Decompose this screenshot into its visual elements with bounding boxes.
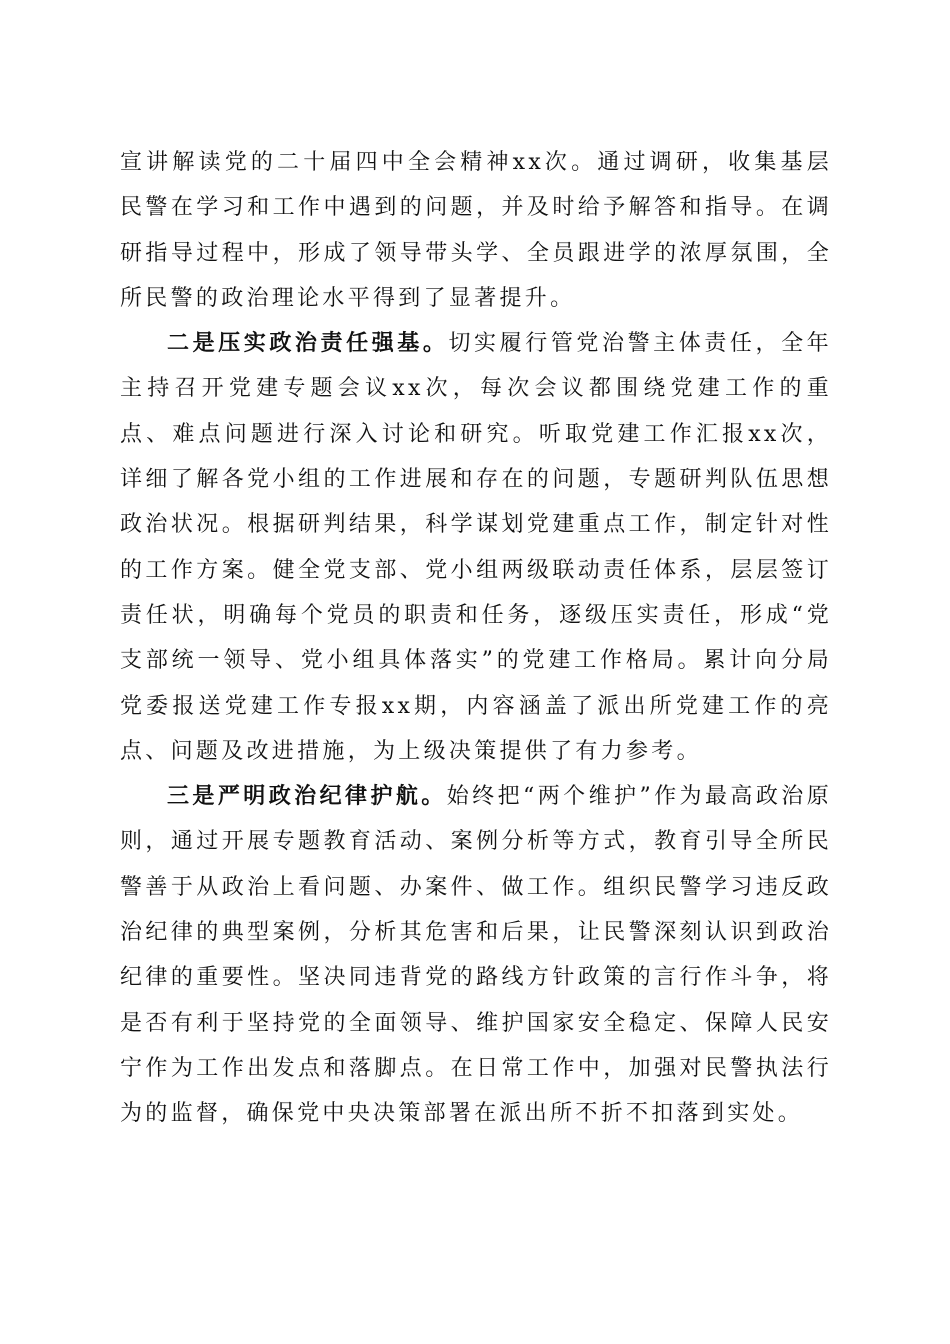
paragraph-1 [120,140,832,321]
paragraph-3-text: 始终把“两个维护”作为最高政治原则，通过开展专题教育活动、案例分析等方式，教育引导全所民警善于从政治上看问题、办案件、做工作。组织民警学习违反政治纪律的典型案例，分析其危害和后果，让民警深刻认识到政治纪律的重要性。坚决同违背党的路线方针政策的言行作斗争，将是否有利于坚持党的全面领导、维护国家安全稳定、保障人民安宁作为工作出发点和落脚点。在日常工作中，加强对民警执法行为的监督，确保党中央决策部署在派出所不折不扣落到实处。 [120,784,833,1127]
paragraph-2-heading: 二是压实政治责任强基。 [167,330,449,357]
paragraph-1-text: 宣讲解读党的二十届四中全会精神xx次。通过调研，收集基层民警在学习和工作中遇到的问题，并及时给予解答和指导。在调研指导过程中，形成了领导带头学、全员跟进学的浓厚氛围，全所民警的政治理论水平得到了显著提升。 [120,150,832,311]
paragraph-3-heading: 三是严明政治纪律护航。 [167,783,447,810]
paragraph-2 [120,321,832,774]
paragraph-2-text: 切实履行管党治警主体责任，全年主持召开党建专题会议xx次，每次会议都围绕党建工作的重点、难点问题进行深入讨论和研究。听取党建工作汇报xx次，详细了解各党小组的工作进展和存在的问题，专题研判队伍思想政治状况。根据研判结果，科学谋划党建重点工作，制定针对性的工作方案。健全党支部、党小组两级联动责任体系，层层签订责任状，明确每个党员的职责和任务，逐级压实责任，形成“党支部统一领导、党小组具体落实”的党建工作格局。累计向分局党委报送党建工作专报xx期，内容涵盖了派出所党建工作的亮点、问题及改进措施，为上级决策提供了有力参考。 [120,331,832,764]
paragraph-3 [120,774,832,1136]
document-body [120,140,832,1137]
